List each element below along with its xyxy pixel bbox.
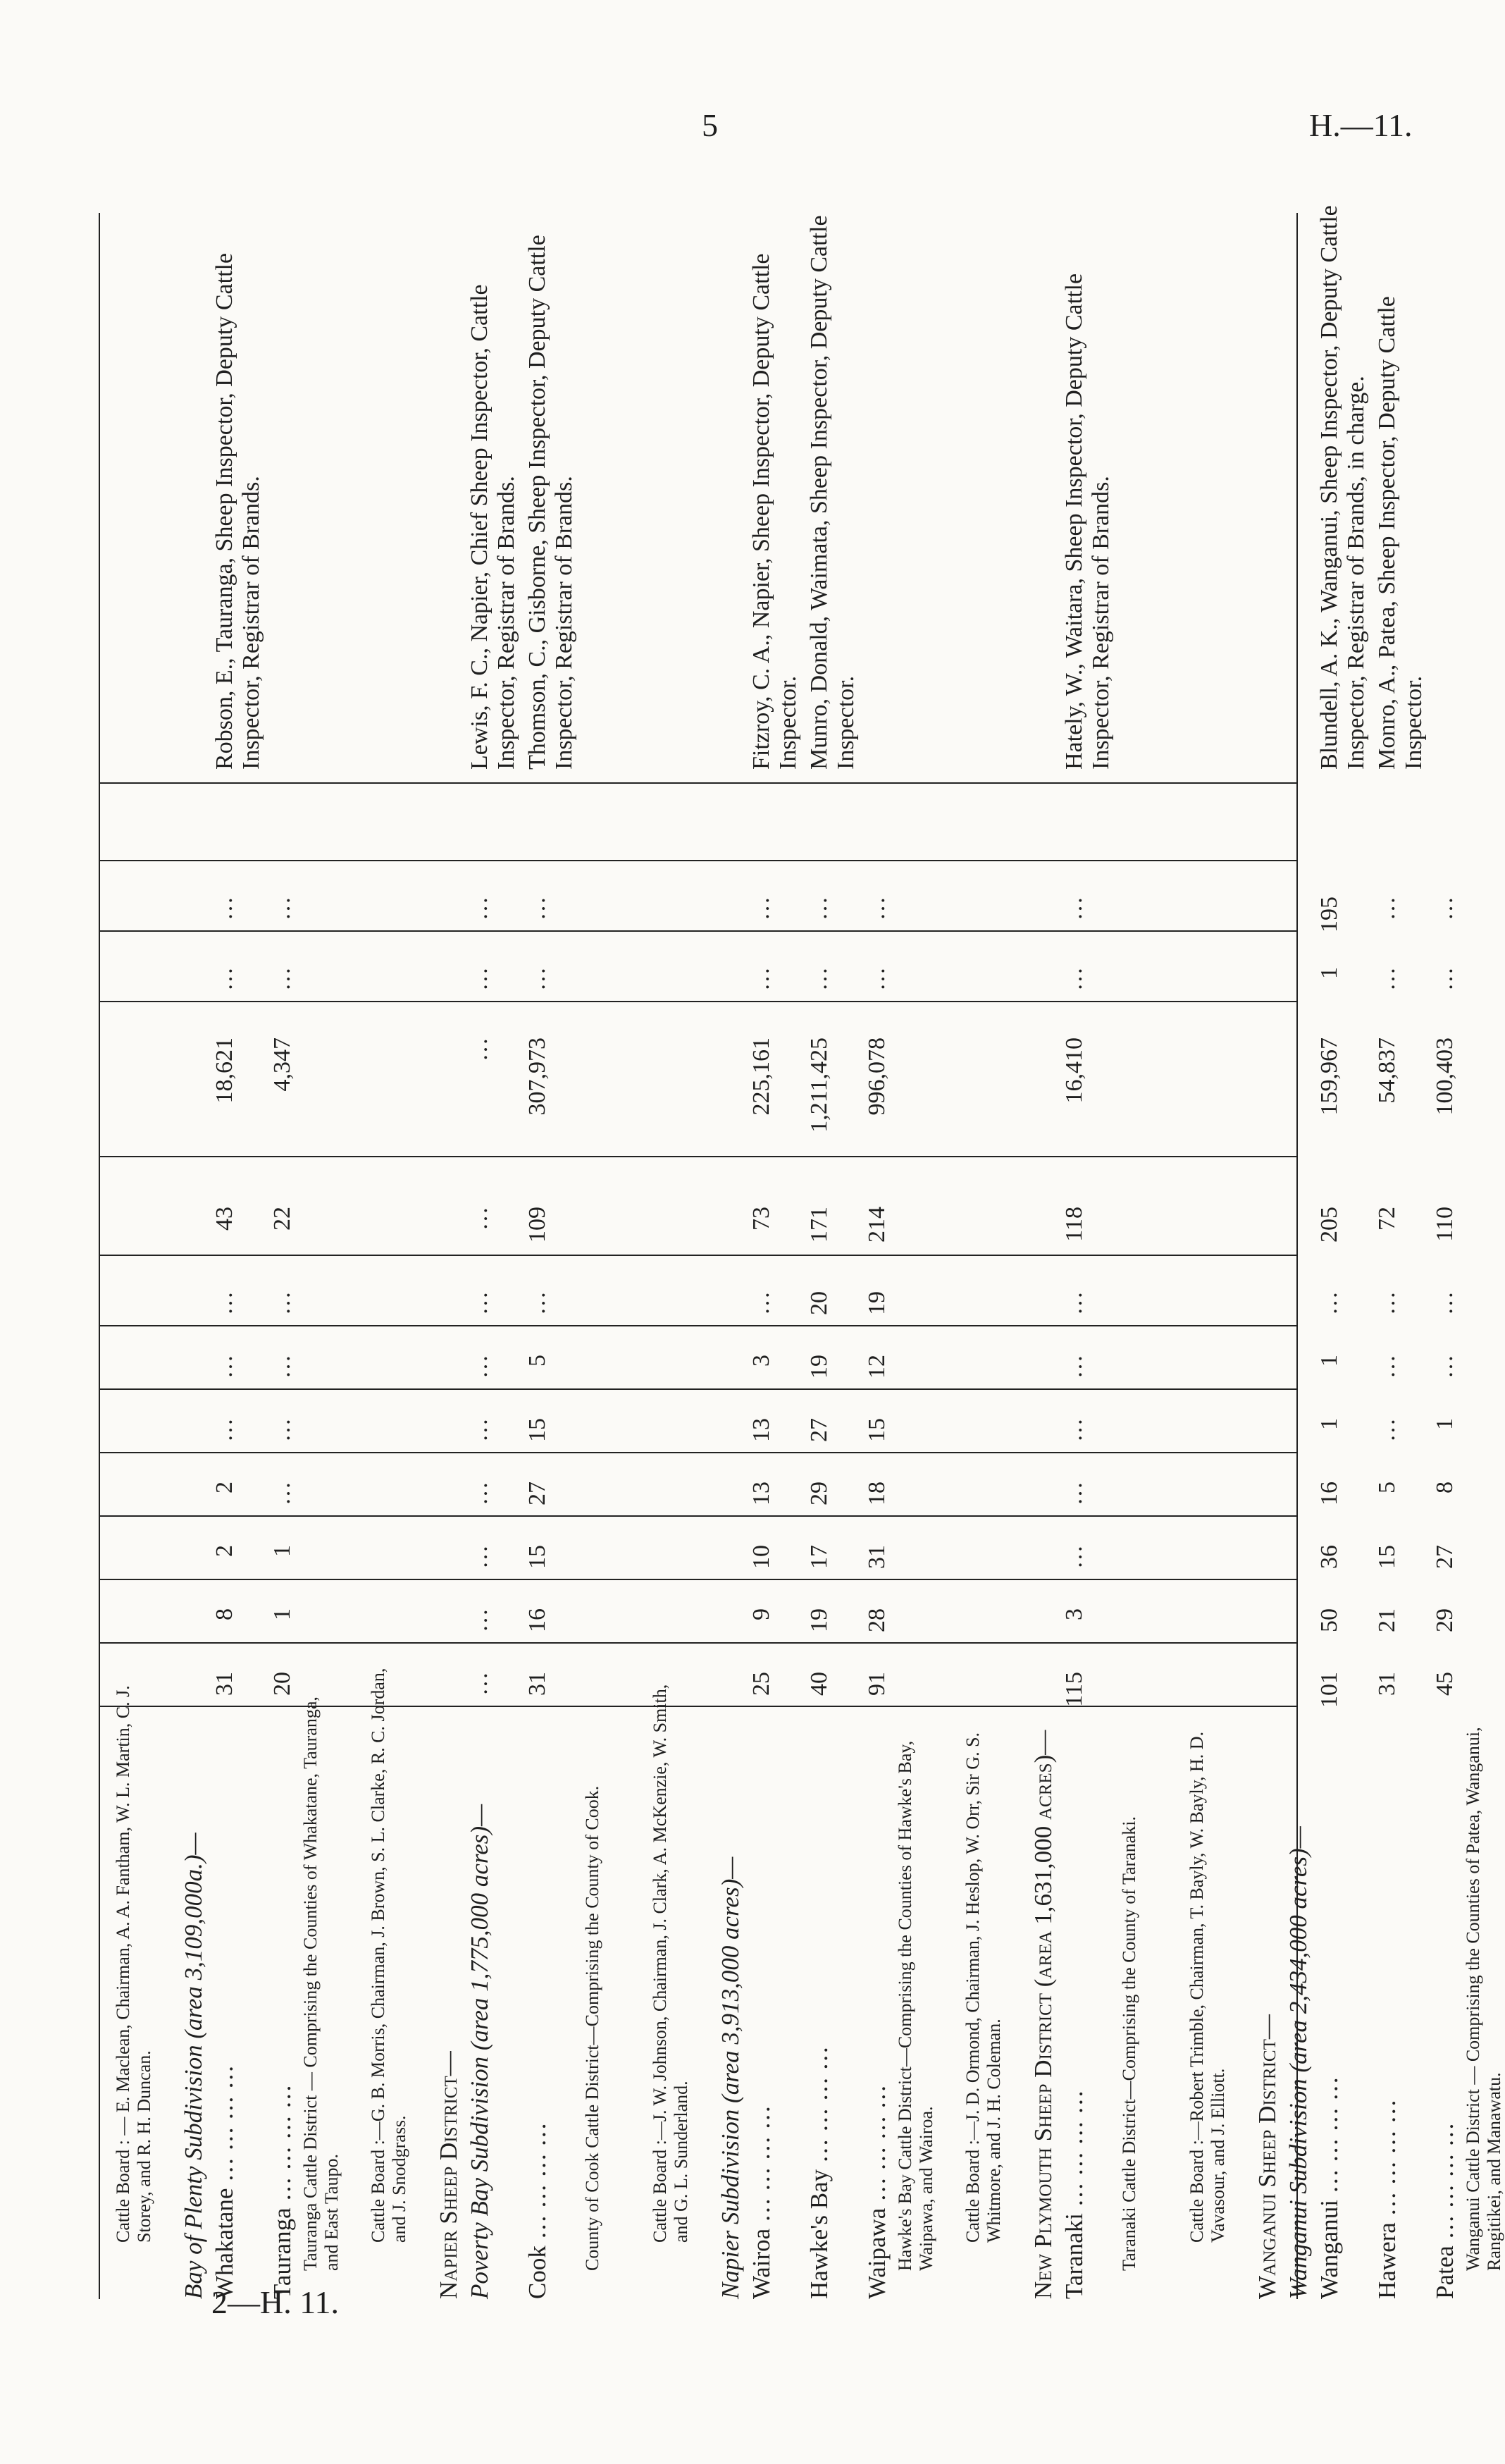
inspector-remark: Hately, W., Waitara, Sheep Inspector, Deputy Cattle Inspector, Registrar of Brands. bbox=[1061, 273, 1114, 770]
table-cell-c6: … bbox=[466, 1355, 493, 1379]
row-description: Wairoa … … … … bbox=[748, 2105, 775, 2299]
row-description: Hawera … … … … bbox=[1373, 2099, 1401, 2299]
table-cell-c6: 19 bbox=[806, 1355, 832, 1379]
table-cell-c1: 25 bbox=[748, 1672, 774, 1696]
table-cell-c8: 118 bbox=[1061, 1207, 1087, 1242]
table-cell-c5: … bbox=[211, 1418, 237, 1442]
row-description: Cattle Board :—J. D. Ormond, Chairman, J. Heslop, W. Orr, Sir G. S. Whitmore, and J. H. Coleman. bbox=[962, 1732, 1004, 2243]
table-cell-c9: 996,078 bbox=[864, 1037, 890, 1116]
row-description: County of Cook Cattle District—Comprising the County of Cook. bbox=[582, 1785, 602, 2271]
table-cell-c2: 3 bbox=[1061, 1608, 1087, 1620]
table-cell-c2: 1 bbox=[269, 1608, 295, 1620]
row-description: Wanganui Cattle District — Comprising the Counties of Patea, Wanganui, Rangitikei, and Manawatu. bbox=[1463, 1727, 1504, 2271]
table-cell-c2: … bbox=[466, 1608, 493, 1632]
table-cell-c5: … bbox=[466, 1418, 493, 1442]
table-cell-c4: 8 bbox=[1432, 1482, 1458, 1493]
table-cell-c5: 15 bbox=[524, 1418, 550, 1442]
table-cell-c3: … bbox=[1061, 1545, 1087, 1569]
table-cell-c11: 195 bbox=[1316, 897, 1342, 932]
inspector-remark: Munro, Donald, Waimata, Sheep Inspector, Deputy Cattle Inspector. bbox=[806, 215, 859, 770]
row-description: Hawke's Bay … … … … bbox=[805, 2045, 833, 2299]
row-description: Cattle Board :—J. W. Johnson, Chairman, J. Clark, A. McKenzie, W. Smith, and G. L. Sunderland. bbox=[650, 1684, 691, 2243]
table-cell-c6: 3 bbox=[748, 1355, 774, 1367]
table-cell-c4: … bbox=[1061, 1482, 1087, 1505]
row-description: Bay of Plenty Subdivision (area 3,109,000a.)— bbox=[180, 1832, 207, 2299]
table-cell-c4: 18 bbox=[864, 1482, 890, 1505]
row-description: Wanganui Subdivision (area 2,434,000 acres)— bbox=[1284, 1826, 1312, 2299]
column-rule bbox=[99, 1156, 1296, 1157]
table-cell-c3: … bbox=[466, 1545, 493, 1569]
table-cell-c4: … bbox=[269, 1482, 295, 1505]
table-cell-c1: 31 bbox=[524, 1672, 550, 1696]
inspector-remark: Robson, E., Tauranga, Sheep Inspector, Deputy Cattle Inspector, Registrar of Brands. bbox=[211, 252, 264, 770]
table-cell-c3: 10 bbox=[748, 1545, 774, 1569]
table-cell-c6: 1 bbox=[1316, 1355, 1342, 1367]
table-cell-c9: 100,403 bbox=[1432, 1037, 1458, 1116]
inspector-remark: Lewis, F. C., Napier, Chief Sheep Inspector, Cattle Inspector, Registrar of Brands. bbox=[466, 284, 519, 770]
table-cell-c11: … bbox=[1432, 897, 1458, 920]
table-cell-c5: … bbox=[269, 1418, 295, 1442]
inspector-remark: Monro, A., Patea, Sheep Inspector, Deputy Cattle Inspector. bbox=[1374, 296, 1427, 770]
table-cell-c10: … bbox=[1432, 967, 1458, 991]
table-cell-c6: … bbox=[211, 1355, 237, 1379]
table-cell-c5: 1 bbox=[1316, 1418, 1342, 1430]
table-cell-c8: … bbox=[466, 1207, 493, 1231]
table-cell-c10: … bbox=[1061, 967, 1087, 991]
row-description: Poverty Bay Subdivision (area 1,775,000 acres)— bbox=[466, 1804, 493, 2299]
row-description: Wanganui … … … … bbox=[1315, 2076, 1343, 2299]
table-cell-c3: 31 bbox=[864, 1545, 890, 1569]
table-cell-c10: … bbox=[1374, 967, 1400, 991]
row-description: Napier Subdivision (area 3,913,000 acres)— bbox=[717, 1856, 744, 2299]
table-cell-c7: … bbox=[1432, 1291, 1458, 1315]
table-cell-c3: 27 bbox=[1432, 1545, 1458, 1569]
table-cell-c11: … bbox=[466, 897, 493, 920]
table-cell-c5: 1 bbox=[1432, 1418, 1458, 1430]
table-cell-c9: 307,973 bbox=[524, 1037, 550, 1116]
table-cell-c2: 16 bbox=[524, 1608, 550, 1632]
row-description: Cattle Board :—G. B. Morris, Chairman, J. Brown, S. L. Clarke, R. C. Jordan, and J. Snodgrass. bbox=[368, 1668, 409, 2243]
row-description: Tauranga … … … … bbox=[268, 2084, 296, 2299]
table-cell-c4: 2 bbox=[211, 1482, 237, 1493]
table-cell-c8: 110 bbox=[1432, 1207, 1458, 1242]
table-cell-c7: … bbox=[1061, 1291, 1087, 1315]
table-cell-c4: 27 bbox=[524, 1482, 550, 1505]
table-cell-c8: 205 bbox=[1316, 1207, 1342, 1243]
table-cell-c10: … bbox=[806, 967, 832, 991]
row-description: Taranaki Cattle District—Comprising the County of Taranaki. bbox=[1119, 1816, 1139, 2271]
table-cell-c10: … bbox=[211, 967, 237, 991]
row-description: Waipawa … … … … bbox=[863, 2084, 891, 2299]
table-cell-c3: 17 bbox=[806, 1545, 832, 1569]
table-cell-c7: … bbox=[1374, 1291, 1400, 1315]
table-cell-c1: 20 bbox=[269, 1672, 295, 1696]
table-cell-c8: 73 bbox=[748, 1207, 774, 1231]
table-cell-c9: 4,347 bbox=[269, 1037, 295, 1092]
table-cell-c9: … bbox=[466, 1037, 493, 1061]
table-cell-c8: 72 bbox=[1374, 1207, 1400, 1231]
table-cell-c2: 21 bbox=[1374, 1608, 1400, 1632]
table-cell-c11: … bbox=[269, 897, 295, 920]
page-number: 5 bbox=[702, 107, 718, 143]
column-rule bbox=[99, 782, 1296, 784]
table-cell-c11: … bbox=[1374, 897, 1400, 920]
table-cell-c11: … bbox=[864, 897, 890, 920]
table-cell-c2: 8 bbox=[211, 1608, 237, 1620]
document-reference: H.—11. bbox=[1309, 107, 1413, 143]
table-cell-c8: 43 bbox=[211, 1207, 237, 1231]
rotated-table-wrapper bbox=[99, 185, 1504, 2299]
table-cell-c8: 22 bbox=[269, 1207, 295, 1231]
table-cell-c9: 16,410 bbox=[1061, 1037, 1087, 1104]
sheep-district-table bbox=[99, 185, 1504, 2299]
table-cell-c3: 1 bbox=[269, 1545, 295, 1557]
table-cell-c2: 19 bbox=[806, 1608, 832, 1632]
table-cell-c10: 1 bbox=[1316, 967, 1342, 979]
table-cell-c5: … bbox=[1061, 1418, 1087, 1442]
table-cell-c4: 5 bbox=[1374, 1482, 1400, 1493]
table-cell-c8: 214 bbox=[864, 1207, 890, 1243]
table-cell-c5: 15 bbox=[864, 1418, 890, 1442]
row-description: Patea … … … … bbox=[1431, 2122, 1458, 2299]
table-cell-c6: … bbox=[1374, 1355, 1400, 1379]
table-cell-c5: 27 bbox=[806, 1418, 832, 1442]
table-cell-c1: … bbox=[466, 1672, 493, 1696]
table-cell-c2: 29 bbox=[1432, 1608, 1458, 1632]
table-cell-c7: … bbox=[269, 1291, 295, 1315]
table-cell-c2: 28 bbox=[864, 1608, 890, 1632]
row-description: New Plymouth Sheep District (area 1,631,000 acres)— bbox=[1029, 1730, 1057, 2299]
table-cell-c2: 9 bbox=[748, 1608, 774, 1620]
table-cell-c11: … bbox=[806, 897, 832, 920]
table-cell-c7: 20 bbox=[806, 1291, 832, 1315]
table-top-rule bbox=[99, 213, 100, 2299]
table-cell-c3: 15 bbox=[524, 1545, 550, 1569]
table-cell-c7: … bbox=[524, 1291, 550, 1315]
table-cell-c7: … bbox=[1316, 1291, 1342, 1315]
column-rule bbox=[99, 860, 1296, 861]
table-cell-c1: 115 bbox=[1061, 1672, 1087, 1707]
table-cell-c3: 2 bbox=[211, 1545, 237, 1557]
table-cell-c11: … bbox=[211, 897, 237, 920]
table-cell-c11: … bbox=[1061, 897, 1087, 920]
table-cell-c10: … bbox=[269, 967, 295, 991]
row-description: Hawke's Bay Cattle District—Comprising the Counties of Hawke's Bay, Waipawa, and Wairoa. bbox=[895, 1740, 936, 2271]
table-cell-c6: 12 bbox=[864, 1355, 890, 1379]
inspector-remark: Thomson, C., Gisborne, Sheep Inspector, Deputy Cattle Inspector, Registrar of Brands. bbox=[524, 235, 577, 770]
table-cell-c1: 91 bbox=[864, 1672, 890, 1696]
table-cell-c9: 225,161 bbox=[748, 1037, 774, 1116]
table-cell-c8: 171 bbox=[806, 1207, 832, 1243]
table-cell-c6: … bbox=[1432, 1355, 1458, 1379]
table-cell-c1: 31 bbox=[1374, 1672, 1400, 1696]
table-cell-c7: … bbox=[748, 1291, 774, 1315]
table-cell-c10: … bbox=[864, 967, 890, 991]
row-description: Taranaki … … … … bbox=[1060, 2090, 1088, 2299]
table-cell-c7: 19 bbox=[864, 1291, 890, 1315]
table-cell-c10: … bbox=[748, 967, 774, 991]
table-cell-c9: 159,967 bbox=[1316, 1037, 1342, 1116]
table-cell-c6: 5 bbox=[524, 1355, 550, 1367]
inspector-remark: Blundell, A. K., Wanganui, Sheep Inspector, Deputy Cattle Inspector, Registrar of Brands, in charge. bbox=[1316, 205, 1369, 770]
table-cell-c7: … bbox=[211, 1291, 237, 1315]
table-cell-c3: 36 bbox=[1316, 1545, 1342, 1569]
footer-signature: 2—H. 11. bbox=[211, 2284, 340, 2320]
table-cell-c6: … bbox=[1061, 1355, 1087, 1379]
table-cell-c1: 40 bbox=[806, 1672, 832, 1696]
row-description: Cattle Board : — E. Maclean, Chairman, A. A. Fantham, W. L. Martin, C. J. Storey, and R. H. Duncan. bbox=[113, 1685, 154, 2243]
table-cell-c8: 109 bbox=[524, 1207, 550, 1243]
table-cell-c11: … bbox=[748, 897, 774, 920]
table-cell-c4: 29 bbox=[806, 1482, 832, 1505]
row-description: Tauranga Cattle District — Comprising the Counties of Whakatane, Tauranga, and East Taupo. bbox=[300, 1696, 342, 2271]
table-cell-c5: … bbox=[1374, 1418, 1400, 1442]
table-cell-c1: 101 bbox=[1316, 1672, 1342, 1708]
table-cell-c4: 16 bbox=[1316, 1482, 1342, 1505]
table-cell-c1: 45 bbox=[1432, 1672, 1458, 1696]
table-cell-c4: … bbox=[466, 1482, 493, 1505]
table-cell-c9: 1,211,425 bbox=[806, 1037, 832, 1133]
row-description: Cook … … … … bbox=[524, 2122, 551, 2299]
row-description: Cattle Board :—Robert Trimble, Chairman, T. Bayly, W. Bayly, H. D. Vavasour, and J. Elliott. bbox=[1187, 1731, 1228, 2243]
table-cell-c11: … bbox=[524, 897, 550, 920]
table-cell-c4: 13 bbox=[748, 1482, 774, 1505]
table-cell-c7: … bbox=[466, 1291, 493, 1315]
table-cell-c9: 18,621 bbox=[211, 1037, 237, 1104]
table-cell-c2: 50 bbox=[1316, 1608, 1342, 1632]
table-cell-c3: 15 bbox=[1374, 1545, 1400, 1569]
table-cell-c5: 13 bbox=[748, 1418, 774, 1442]
table-cell-c10: … bbox=[524, 967, 550, 991]
table-cell-c1: 31 bbox=[211, 1672, 237, 1696]
table-cell-c10: … bbox=[466, 967, 493, 991]
row-description: Napier Sheep District— bbox=[435, 2051, 462, 2299]
table-cell-c9: 54,837 bbox=[1374, 1037, 1400, 1104]
table-cell-c6: … bbox=[269, 1355, 295, 1379]
row-description: Whakatane … … … … bbox=[211, 2064, 238, 2299]
inspector-remark: Fitzroy, C. A., Napier, Sheep Inspector, Deputy Cattle Inspector. bbox=[748, 253, 801, 770]
row-description: Wanganui Sheep District— bbox=[1253, 2014, 1281, 2299]
